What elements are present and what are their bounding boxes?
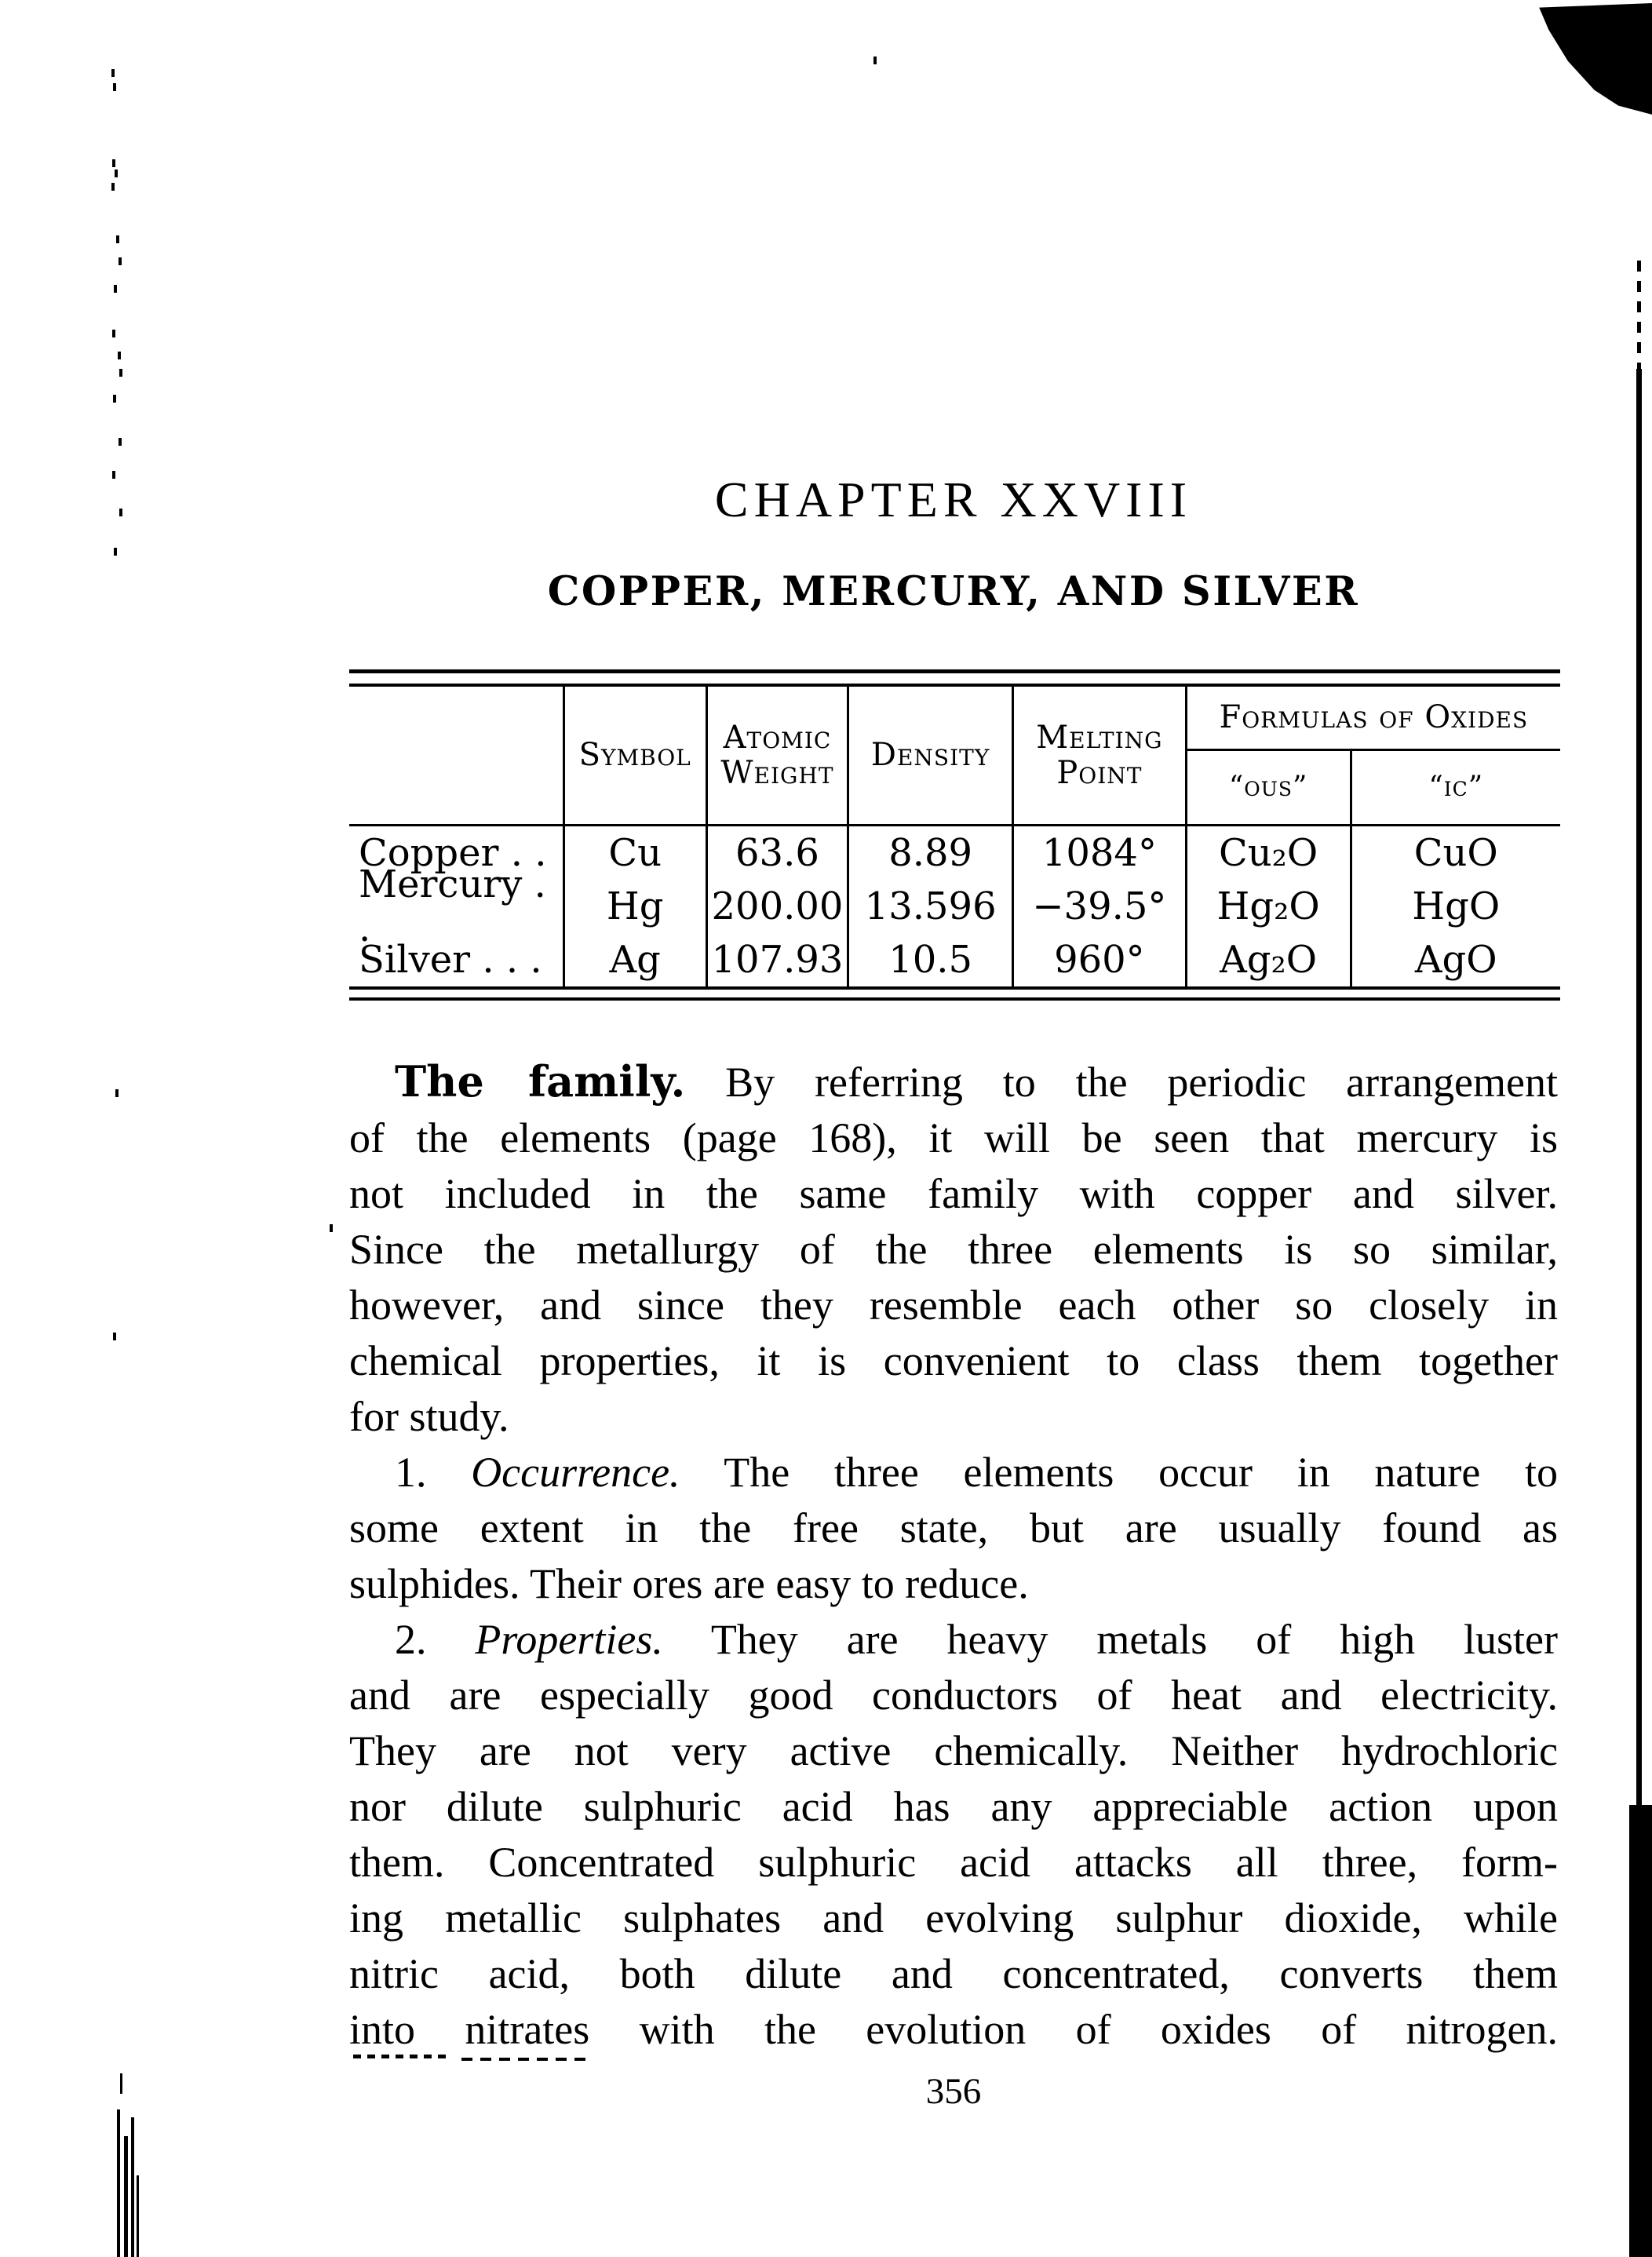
binding-scratch-artifact <box>120 2073 122 2094</box>
text-line: 1. Occurrence. The three elements occur in nature to <box>395 1449 1559 1496</box>
cell-mercury-ic-oxide: HgO <box>1412 884 1501 928</box>
col-header-melting-point: Melting Point <box>1014 687 1187 826</box>
table-top-rule-outer <box>349 669 1560 673</box>
col-header-ous: “ous” <box>1187 751 1352 826</box>
page-edge-line <box>1636 369 1642 1805</box>
text-line: sulphides. Their ores are easy to reduce. <box>349 1560 1029 1607</box>
paragraph <box>349 1054 1558 1445</box>
page-edge-line-upper <box>1637 261 1641 377</box>
body-text <box>349 1054 1558 2058</box>
text-line: nor dilute sulphuric acid has any appreciable action upon <box>349 1783 1558 1830</box>
table-bottom-rule-inner <box>349 986 1560 990</box>
scan-corner-fold-artifact <box>1532 3 1652 115</box>
row-label-silver: Silver . . . <box>349 933 565 986</box>
smudge-underline-artifact <box>353 2055 446 2058</box>
cell-mercury-atomic-weight: 200.00 <box>708 880 850 933</box>
col-header-density: Density <box>849 687 1014 826</box>
text-line: and are especially good conductors of heat and electricity. <box>349 1672 1558 1719</box>
col-header-ic: “ic” <box>1352 751 1560 826</box>
col-header-formulas-of-oxides: Formulas of Oxides <box>1187 687 1560 751</box>
table-grid <box>349 687 1560 986</box>
cell-copper-symbol: Cu <box>565 826 708 880</box>
text-line: ing metallic sulphates and evolving sulphur dioxide, while <box>349 1894 1558 1942</box>
paragraph <box>349 1445 1558 1612</box>
col-header-symbol: Symbol <box>565 687 708 826</box>
text-line: The family. By referring to the periodic arrangement <box>395 1056 1558 1107</box>
col-header-atomic-weight: Atomic Weight <box>708 687 850 826</box>
cell-mercury-symbol: Hg <box>565 880 708 933</box>
binding-scratch-artifact <box>137 2175 139 2257</box>
text-line: them. Concentrated sulphuric acid attacks all three, form- <box>349 1839 1558 1886</box>
cell-copper-ous-oxide: Cu₂O <box>1187 826 1352 880</box>
cell-silver-symbol: Ag <box>565 933 708 986</box>
cell-silver-ous-oxide: Ag₂O <box>1187 933 1352 986</box>
cell-mercury-melting-point: −39.5° <box>1014 880 1187 933</box>
cell-copper-ic-oxide: CuO <box>1413 831 1498 875</box>
cell-silver-melting-point: 960° <box>1014 933 1187 986</box>
text-line: of the elements (page 168), it will be seen that mercury is <box>349 1114 1558 1161</box>
binding-scratch-artifact <box>124 2136 128 2257</box>
cell-mercury-ous-oxide: Hg₂O <box>1187 880 1352 933</box>
chapter-title: CHAPTER XXVIII <box>714 472 1193 527</box>
smudge-underline-artifact <box>461 2058 593 2061</box>
binding-scratch-artifact <box>131 2117 134 2257</box>
row-label-mercury: Mercury . . <box>349 880 565 933</box>
text-line: into nitrates with the evolution of oxides of nitrogen. <box>349 2006 1558 2053</box>
cell-silver-ic-oxide: AgO <box>1414 938 1497 982</box>
text-line: however, and since they resemble each other so closely in <box>349 1282 1558 1329</box>
cell-copper-atomic-weight: 63.6 <box>708 826 850 880</box>
cell-silver-density: 10.5 <box>849 933 1014 986</box>
binding-scratch-artifact <box>117 2109 120 2257</box>
text-line: 2. Properties. They are heavy metals of high luster <box>395 1616 1559 1663</box>
text-line: not included in the same family with copper and silver. <box>349 1170 1558 1217</box>
text-line: Since the metallurgy of the three elements is so similar, <box>349 1226 1558 1273</box>
row-label-copper: Copper . . <box>349 826 565 880</box>
page-number: 356 <box>925 2071 982 2112</box>
text-line: chemical properties, it is convenient to class them together <box>349 1337 1558 1384</box>
text-line: some extent in the free state, but are usually found as <box>349 1504 1558 1551</box>
section-title: COPPER, MERCURY, AND SILVER <box>547 568 1360 615</box>
text-line: for study. <box>349 1393 509 1440</box>
page-edge-shadow-band <box>1629 1805 1652 2257</box>
cell-copper-melting-point: 1084° <box>1014 826 1187 880</box>
paragraph <box>349 1612 1558 2058</box>
margin-speck-artifacts <box>111 69 115 77</box>
table-bottom-rule-outer <box>349 997 1560 1001</box>
cell-mercury-density: 13.596 <box>849 880 1014 933</box>
text-line: They are not very active chemically. Neither hydrochloric <box>349 1727 1558 1774</box>
elements-table <box>349 669 1560 1001</box>
cell-silver-atomic-weight: 107.93 <box>708 933 850 986</box>
cell-copper-density: 8.89 <box>849 826 1014 880</box>
col-header-blank <box>349 687 565 826</box>
text-line: nitric acid, both dilute and concentrated, converts them <box>349 1950 1558 1997</box>
